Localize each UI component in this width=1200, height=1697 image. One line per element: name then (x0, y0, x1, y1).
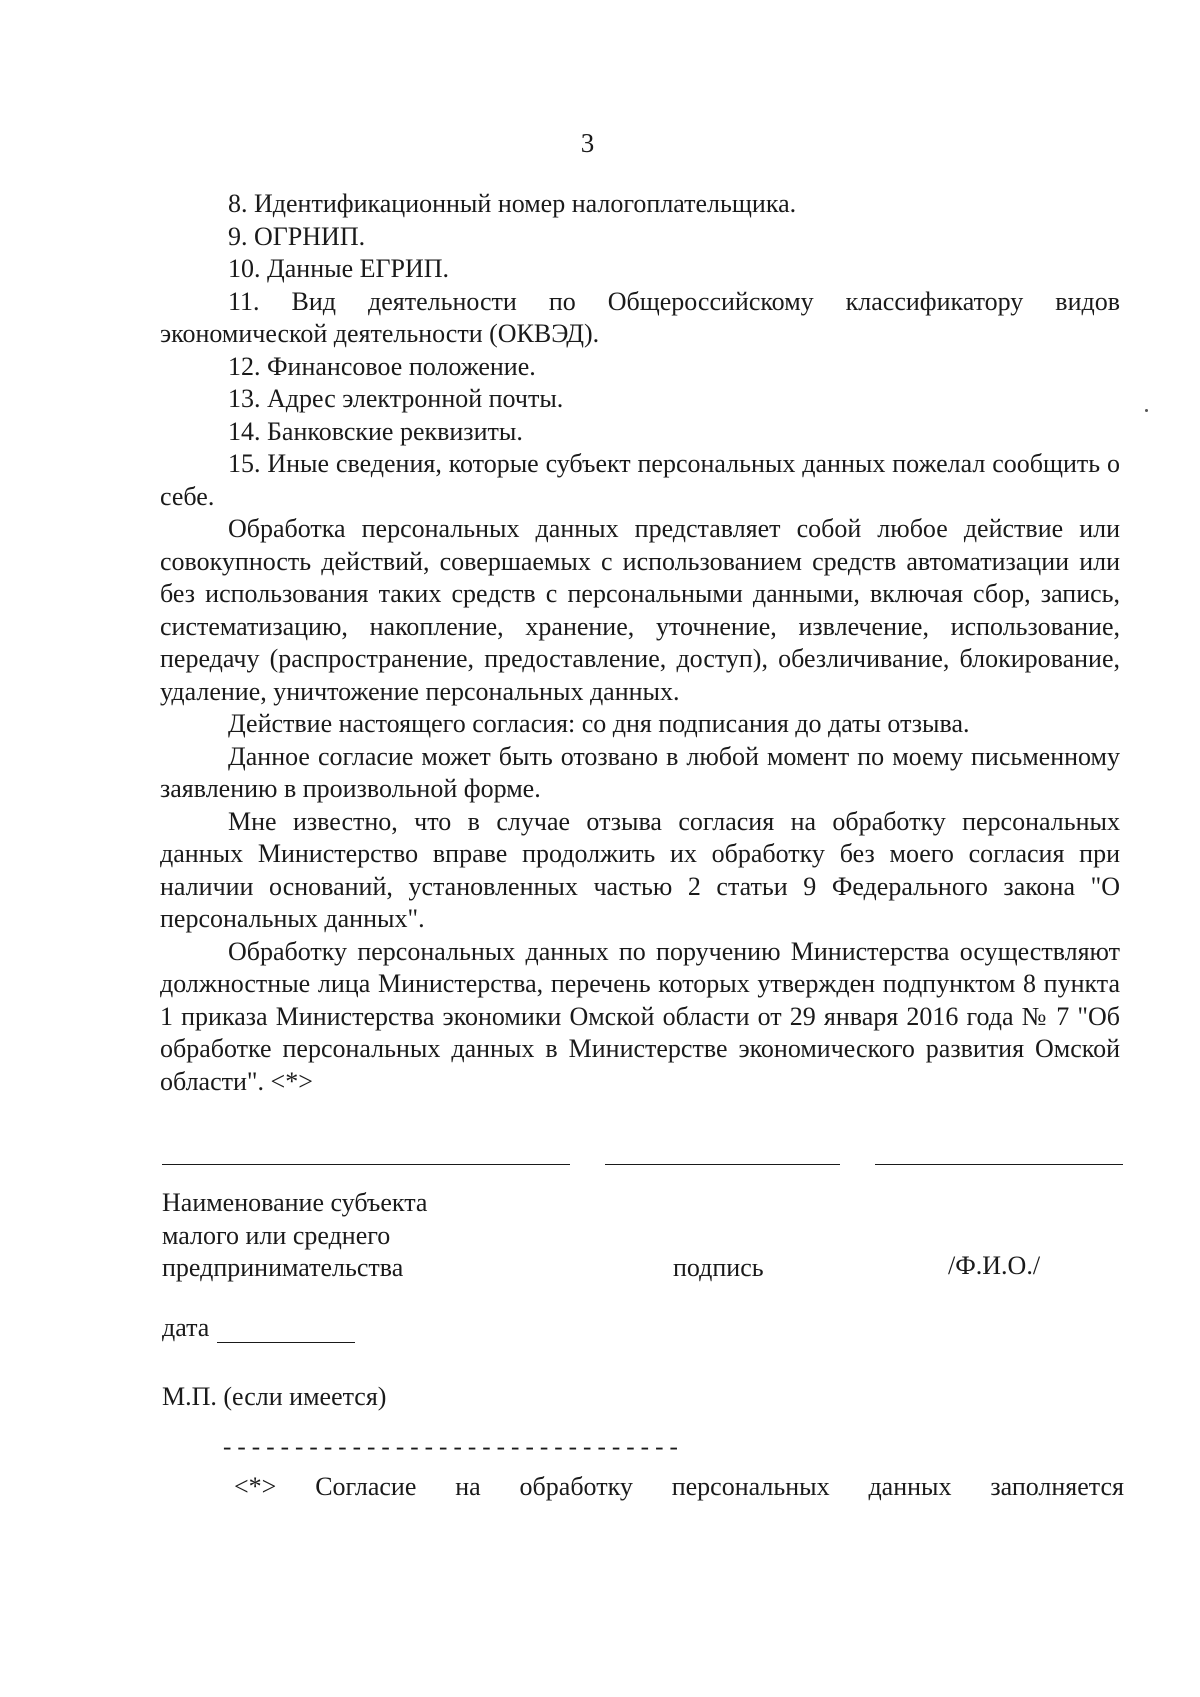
processing-definition-paragraph: Обработка персональных данных представляет собой любое действие или совокупность действий, совершаемых с использованием средств автоматизации или без использования таких средств с персональными данными, включая сбор, запись, систематизацию, накопление, хранение, уточнение, извлечение, использование, передачу (распространение, предоставление, доступ), обезличивание, блокирование, удаление, уничтожение персональных данных. (160, 514, 1120, 706)
signature-label: подпись (673, 1253, 764, 1282)
entity-name-line (162, 1164, 570, 1165)
date-label: дата (162, 1313, 210, 1342)
list-item-15: 15. Иные сведения, которые субъект персональных данных пожелал сообщить о себе. (160, 449, 1120, 511)
footnote-separator: -------------------------------- (220, 1436, 681, 1463)
responsible-officials-paragraph: Обработку персональных данных по поручению Министерства осуществляют должностные лица Министерства, перечень которых утвержден подпунктом 8 пункта 1 приказа Министерства экономики Омской области от 29 января 2016 года № 7 "Об обработке персональных данных в Министерстве экономического развития Омской области". <*> (160, 936, 1120, 1096)
entity-name-label-line2: малого или среднего (162, 1220, 391, 1250)
list-item-10: 10. Данные ЕГРИП. (228, 254, 450, 283)
consent-body (160, 188, 1120, 1098)
signature-line (605, 1164, 840, 1165)
revocation-consequence-paragraph: Мне известно, что в случае отзыва согласия на обработку персональных данных Министерство вправе продолжить их обработку без моего согласия при наличии оснований, установленных частью 2 статьи 9 Федерального закона "О персональных данных". (160, 806, 1120, 933)
date-blank-line (217, 1316, 355, 1343)
list-item-14: 14. Банковские реквизиты. (228, 416, 523, 446)
entity-name-label-line1: Наименование субъекта (162, 1188, 428, 1217)
list-item-11: 11. Вид деятельности по Общероссийскому классификатору видов экономической деятельности (ОКВЭД). (160, 286, 1120, 348)
footnote-text: <*> Согласие на обработку персональных данных заполняется (234, 1472, 1124, 1501)
stamp-label: М.П. (если имеется) (162, 1382, 387, 1411)
revocation-paragraph: Данное согласие может быть отозвано в любой момент по моему письменному заявлению в произвольной форме. (160, 741, 1120, 803)
list-item-9: 9. ОГРНИП. (228, 221, 366, 251)
scan-speck (1145, 409, 1148, 412)
full-name-line (875, 1164, 1123, 1165)
list-item-8: 8. Идентификационный номер налогоплательщика. (228, 189, 797, 218)
date-field (162, 1313, 355, 1343)
list-item-13: 13. Адрес электронной почты. (228, 384, 564, 413)
validity-paragraph: Действие настоящего согласия: со дня подписания до даты отзыва. (228, 709, 970, 738)
entity-name-label (162, 1187, 427, 1285)
entity-name-label-line3: предпринимательства (162, 1253, 404, 1282)
full-name-label: /Ф.И.О./ (948, 1251, 1041, 1280)
page-number: 3 (580, 128, 595, 158)
list-item-12: 12. Финансовое положение. (228, 351, 536, 381)
